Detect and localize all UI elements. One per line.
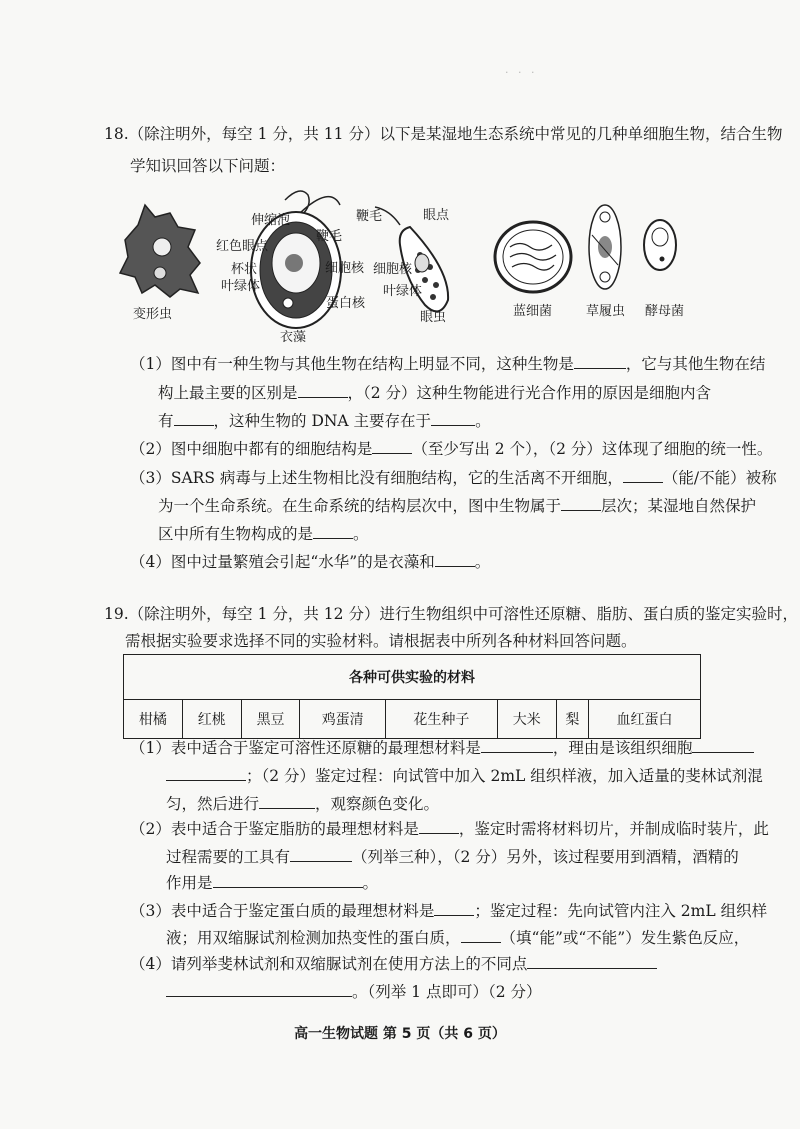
q19-part2-line3: 作用是 。 xyxy=(166,874,379,892)
blank[interactable] xyxy=(434,901,474,916)
q18-part1-line1: （1）图中有一种生物与其他生物在结构上明显不同，这种生物是 ，它与其他生物在结 xyxy=(130,355,766,373)
label-red-eyespot: 红色眼点 xyxy=(216,239,269,254)
label-eyespot: 眼点 xyxy=(423,208,450,223)
material-cell: 红桃 xyxy=(182,700,241,739)
blank[interactable] xyxy=(259,794,315,809)
blank[interactable] xyxy=(298,383,348,398)
amoeba-drawing xyxy=(120,205,200,297)
blank[interactable] xyxy=(623,468,663,483)
q18-intro-line1: 18.（除注明外，每空 1 分，共 11 分）以下是某湿地生态系统中常见的几种单细胞生物，结合生物 xyxy=(104,125,783,143)
label-contractile-vacuole: 伸缩泡 xyxy=(251,213,291,228)
label-amoeba: 变形虫 xyxy=(133,307,173,322)
blank[interactable] xyxy=(431,411,475,426)
material-cell: 鸡蛋清 xyxy=(300,700,385,739)
blank[interactable] xyxy=(561,496,601,511)
blank[interactable] xyxy=(574,354,626,369)
material-cell: 梨 xyxy=(556,700,588,739)
q18-part1-line2: 构上最主要的区别是 ，（2 分）这种生物能进行光合作用的原因是细胞内含 xyxy=(158,384,712,402)
q18-part1-line3: 有 ，这种生物的 DNA 主要存在于 。 xyxy=(158,412,491,430)
blank[interactable] xyxy=(166,982,352,997)
cyanobacteria-drawing xyxy=(495,222,571,292)
blank[interactable] xyxy=(313,524,353,539)
q18-part3-line1: （3）SARS 病毒与上述生物相比没有细胞结构，它的生活离不开细胞， （能/不能）被称 xyxy=(130,469,777,487)
q19-part3-line1: （3）表中适合于鉴定蛋白质的最理想材料是 ；鉴定过程：先向试管内注入 2mL 组织样 xyxy=(130,902,768,920)
blank[interactable] xyxy=(435,552,475,567)
page-footer: 高一生物试题 第 5 页（共 6 页） xyxy=(294,1026,506,1042)
label-cup-shaped: 杯状 xyxy=(231,262,258,277)
label-chloroplast-2: 叶绿体 xyxy=(383,284,423,299)
material-cell: 大米 xyxy=(497,700,556,739)
blank[interactable] xyxy=(481,738,553,753)
label-chloroplast-1: 叶绿体 xyxy=(221,279,261,294)
q19-part4-line1: （4）请列举斐林试剂和双缩脲试剂在使用方法上的不同点 xyxy=(130,953,657,975)
label-euglena: 眼虫 xyxy=(420,310,447,325)
label-nucleus-2: 细胞核 xyxy=(373,262,413,277)
q19-part3-line2: 液；用双缩脲试剂检测加热变性的蛋白质， （填“能”或“不能”）发生紫色反应， xyxy=(166,929,750,947)
blank[interactable] xyxy=(527,954,657,969)
blank[interactable] xyxy=(692,738,754,753)
material-cell: 柑橘 xyxy=(124,700,183,739)
material-cell: 黑豆 xyxy=(241,700,300,739)
label-flagellum-2: 鞭毛 xyxy=(356,209,383,224)
table-title: 各种可供实验的材料 xyxy=(124,655,701,700)
q19-part2-line2: 过程需要的工具有 （列举三种），（2 分）另外，该过程要用到酒精，酒精的 xyxy=(166,848,739,866)
label-pyrenoid: 蛋白核 xyxy=(326,296,366,311)
blank[interactable] xyxy=(166,766,246,781)
label-chlamydomonas: 衣藻 xyxy=(280,330,307,345)
yeast-drawing xyxy=(644,220,676,270)
blank[interactable] xyxy=(213,873,363,888)
q19-part1-line3: 匀，然后进行 ，观察颜色变化。 xyxy=(166,795,440,813)
blank[interactable] xyxy=(419,819,459,834)
q18-intro-line2: 学知识回答以下问题： xyxy=(130,157,286,175)
materials-table xyxy=(123,654,701,739)
blank[interactable] xyxy=(174,411,214,426)
label-cyanobacteria: 蓝细菌 xyxy=(513,304,553,319)
table-row xyxy=(124,700,701,739)
q18-part4: （4）图中过量繁殖会引起“水华”的是衣藻和 。 xyxy=(130,553,491,571)
q19-intro-line2: 需根据实验要求选择不同的实验材料。请根据表中所列各种材料回答问题。 xyxy=(125,632,637,650)
label-paramecium: 草履虫 xyxy=(586,304,626,319)
paramecium-drawing xyxy=(589,205,621,289)
blank[interactable] xyxy=(461,928,501,943)
label-yeast: 酵母菌 xyxy=(645,304,685,319)
q19-part4-line2: 。（列举 1 点即可）（2 分） xyxy=(166,981,542,1003)
q18-part2: （2）图中细胞中都有的细胞结构是 （至少写出 2 个），（2 分）这体现了细胞的统一性。 xyxy=(130,440,773,458)
faint-stamp: · · · xyxy=(505,66,538,79)
material-cell: 血红蛋白 xyxy=(588,700,700,739)
blank[interactable] xyxy=(290,847,352,862)
material-cell: 花生种子 xyxy=(385,700,497,739)
q19-part1-line2: ；（2 分）鉴定过程：向试管中加入 2mL 组织样液，加入适量的斐林试剂混 xyxy=(166,765,763,787)
q19-part2-line1: （2）表中适合于鉴定脂肪的最理想材料是 ，鉴定时需将材料切片，并制成临时装片，此 xyxy=(130,820,769,838)
q19-intro-line1: 19.（除注明外，每空 1 分，共 12 分）进行生物组织中可溶性还原糖、脂肪、蛋白质的鉴定实验时， xyxy=(104,605,798,623)
blank[interactable] xyxy=(372,439,412,454)
q18-part3-line2: 为一个生命系统。在生命系统的结构层次中，图中生物属于 层次；某湿地自然保护 xyxy=(158,497,757,515)
label-nucleus-1: 细胞核 xyxy=(325,261,365,276)
label-flagellum-1: 鞭毛 xyxy=(316,229,343,244)
q19-part1-line1: （1）表中适合于鉴定可溶性还原糖的最理想材料是 ，理由是该组织细胞 xyxy=(130,737,754,759)
q18-part3-line3: 区中所有生物构成的是 。 xyxy=(158,525,369,543)
